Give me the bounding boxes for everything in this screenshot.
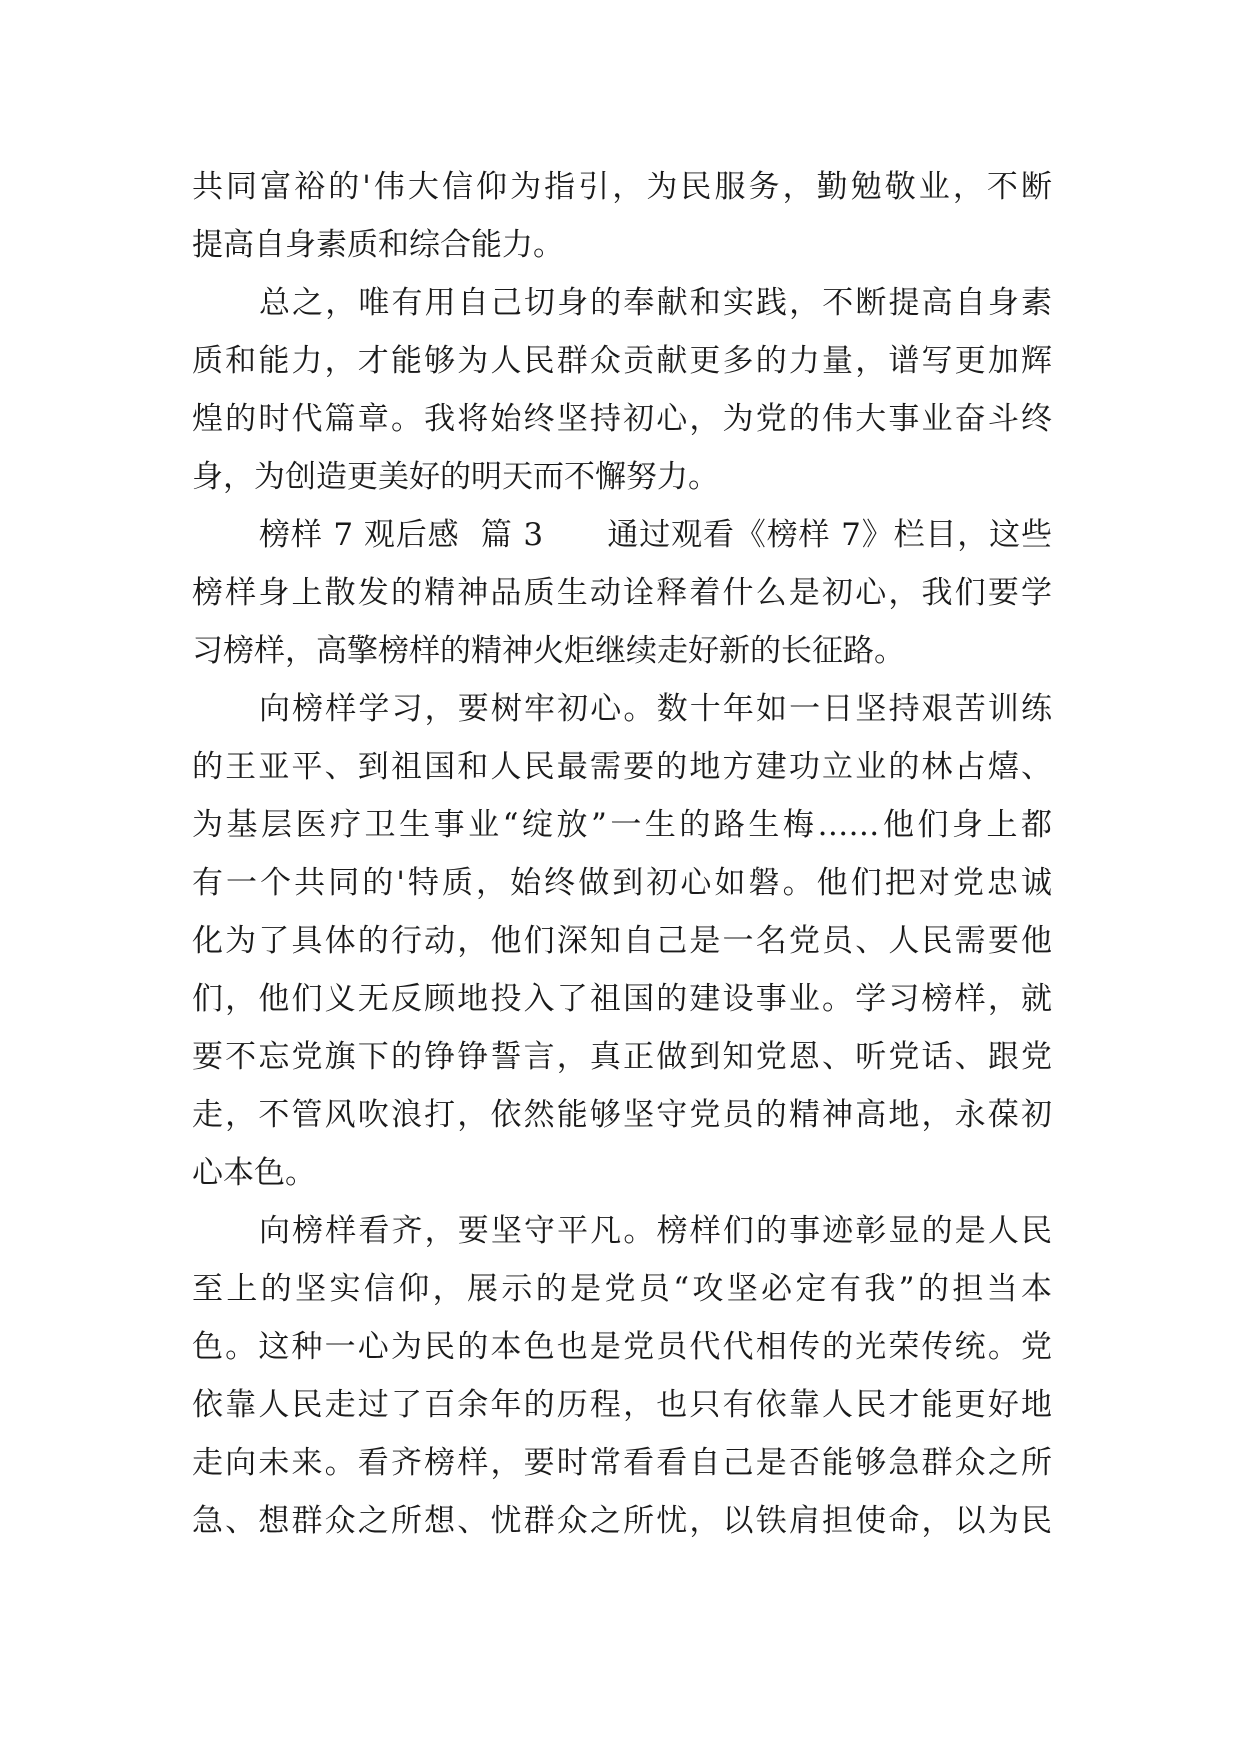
- body-text: [192, 158, 1052, 1550]
- text-line: 向榜样学习，要树牢初心。数十年如一日坚持艰苦训练: [259, 691, 1052, 727]
- text-line: 为基层医疗卫生事业“绽放”一生的路生梅……他们身上都: [192, 807, 1052, 843]
- text-line: 向榜样看齐，要坚守平凡。榜样们的事迹彰显的是人民: [259, 1213, 1052, 1249]
- paragraph-2: [192, 274, 1052, 506]
- text-line: 煌的时代篇章。我将始终坚持初心，为党的伟大事业奋斗终: [192, 401, 1052, 437]
- text-line: 至上的坚实信仰，展示的是党员“攻坚必定有我”的担当本: [192, 1271, 1052, 1307]
- text-line: 共同富裕的'伟大信仰为指引，为民服务，勤勉敬业，不断: [192, 169, 1052, 205]
- text-line: 质和能力，才能够为人民群众贡献更多的力量，谱写更加辉: [192, 343, 1052, 379]
- paragraph-5: [192, 1202, 1052, 1550]
- text-line: 走，不管风吹浪打，依然能够坚守党员的精神高地，永葆初: [192, 1097, 1052, 1133]
- text-line: 色。这种一心为民的本色也是党员代代相传的光荣传统。党: [192, 1329, 1052, 1365]
- text-line: 的王亚平、到祖国和人民最需要的地方建功立业的林占熺、: [192, 749, 1052, 785]
- paragraph-3: [192, 506, 1052, 680]
- text-line: 总之，唯有用自己切身的奉献和实践，不断提高自身素: [259, 285, 1052, 321]
- text-line: 提高自身素质和综合能力。: [192, 227, 564, 263]
- text-line: 习榜样，高擎榜样的精神火炬继续走好新的长征路。: [192, 633, 905, 669]
- text-line: 急、想群众之所想、忧群众之所忧，以铁肩担使命，以为民: [192, 1503, 1052, 1539]
- text-line: 走向未来。看齐榜样，要时常看看自己是否能够急群众之所: [192, 1445, 1052, 1481]
- text-line: 榜样 7 观后感 篇 3 通过观看《榜样 7》栏目，这些: [259, 517, 1052, 553]
- text-line: 们，他们义无反顾地投入了祖国的建设事业。学习榜样，就: [192, 981, 1052, 1017]
- text-line: 依靠人民走过了百余年的历程，也只有依靠人民才能更好地: [192, 1387, 1052, 1423]
- paragraph-4: [192, 680, 1052, 1202]
- text-line: 身，为创造更美好的明天而不懈努力。: [192, 459, 719, 495]
- text-line: 要不忘党旗下的铮铮誓言，真正做到知党恩、听党话、跟党: [192, 1039, 1052, 1075]
- text-line: 化为了具体的行动，他们深知自己是一名党员、人民需要他: [192, 923, 1052, 959]
- text-line: 心本色。: [192, 1155, 316, 1191]
- paragraph-1: [192, 158, 1052, 274]
- text-line: 有一个共同的'特质，始终做到初心如磐。他们把对党忠诚: [192, 865, 1052, 901]
- text-line: 榜样身上散发的精神品质生动诠释着什么是初心，我们要学: [192, 575, 1052, 611]
